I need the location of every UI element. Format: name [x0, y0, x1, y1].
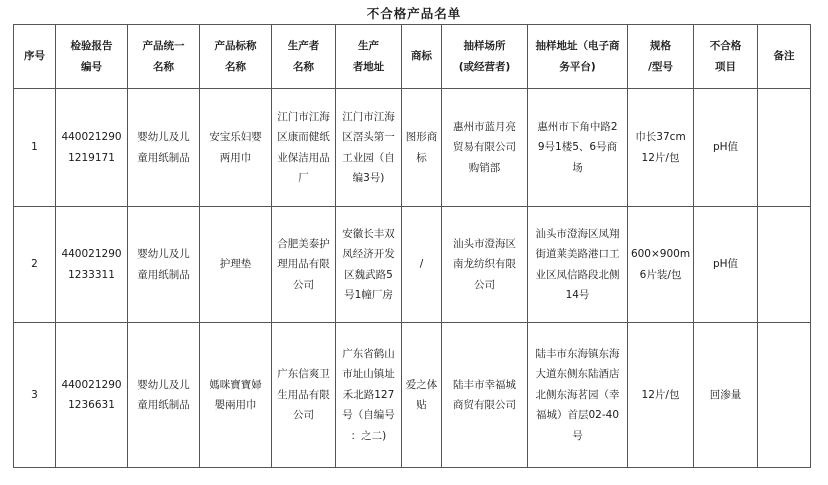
cell-text-line: 不合格	[709, 40, 742, 52]
cell-text-line: 抽样场所	[463, 40, 506, 52]
cell-text-line: 童用纸制品	[137, 268, 190, 281]
table-cell	[128, 89, 200, 207]
cell-text-line: 编号	[81, 60, 102, 73]
cell-text-line: 1233311	[68, 268, 115, 281]
table-cell	[528, 89, 628, 207]
cell-text-line: 场	[572, 161, 583, 174]
cell-text-line: 童用纸制品	[137, 151, 190, 164]
cell-text-line: 规格	[650, 40, 671, 52]
cell-text-line: 号（自编号	[342, 409, 395, 422]
cell-text-line: 3	[31, 388, 38, 401]
column-header	[694, 25, 758, 89]
column-header	[56, 25, 128, 89]
table-cell	[336, 323, 402, 468]
table-cell	[14, 207, 56, 323]
cell-text-line: 陆丰市东海镇东海	[535, 347, 620, 360]
cell-text-line: /	[419, 258, 424, 271]
table-cell	[528, 207, 628, 323]
cell-text-line: 南龙纺织有限	[453, 258, 516, 271]
table-cell	[128, 323, 200, 468]
cell-text-line: 回渗量	[709, 388, 742, 401]
cell-text-line: 区魏武路5	[344, 268, 393, 281]
table-row	[14, 323, 811, 468]
cell-text-line: 巾长37cm	[635, 131, 686, 143]
table-cell	[14, 323, 56, 468]
cell-text-line: 购销部	[468, 161, 501, 174]
column-header	[442, 25, 528, 89]
cell-text-line: 江门市江海	[277, 110, 330, 123]
cell-text-line: pH值	[712, 258, 739, 271]
cell-text-line: 产品统一	[142, 40, 185, 52]
nonconforming-products-table	[13, 24, 811, 468]
cell-text-line: 检验报告	[70, 40, 113, 52]
cell-text-line: 理用品有限	[277, 258, 330, 271]
cell-text-line: 公司	[293, 409, 314, 422]
table-row	[14, 89, 811, 207]
cell-text-line: 贸易有限公司	[453, 141, 516, 154]
cell-text-line: 440021290	[61, 378, 122, 391]
cell-text-line: 区滘头第一	[342, 131, 395, 143]
header-row	[14, 25, 811, 89]
cell-text-line: 440021290	[61, 248, 122, 260]
cell-text-line: 合肥美泰护	[277, 237, 330, 250]
cell-text-line: 爱之体	[405, 378, 438, 391]
cell-text-line: 6片装/包	[639, 268, 682, 281]
column-header	[200, 25, 272, 89]
table-cell	[336, 89, 402, 207]
cell-text-line: 嬰兩用巾	[214, 399, 257, 411]
cell-text-line: 名称	[153, 60, 174, 73]
cell-text-line: 12片/包	[641, 388, 680, 401]
cell-text-line: 者地址	[352, 60, 385, 73]
table-cell	[56, 323, 128, 468]
cell-text-line: 1236631	[68, 399, 115, 411]
table-cell	[336, 207, 402, 323]
cell-text-line: 婴幼儿及儿	[137, 131, 190, 143]
cell-text-line: 禾北路127	[342, 388, 395, 401]
cell-text-line: 贴	[416, 399, 427, 411]
table-cell	[442, 323, 528, 468]
cell-text-line: /型号	[648, 60, 673, 73]
table-cell	[402, 89, 442, 207]
table-cell	[272, 207, 336, 323]
table-cell	[56, 207, 128, 323]
cell-text-line: (或经营者)	[458, 60, 511, 73]
table-cell	[628, 207, 694, 323]
table-cell	[628, 323, 694, 468]
cell-text-line: 福城）首层02-40	[535, 409, 619, 422]
cell-text-line: 汕头市澄海区	[453, 237, 516, 250]
cell-text-line: 公司	[293, 278, 314, 291]
cell-text-line: 陆丰市幸福城	[453, 378, 516, 391]
table-cell	[694, 89, 758, 207]
cell-text-line: 编3号)	[352, 172, 385, 184]
cell-text-line: 产品标称	[214, 40, 257, 52]
cell-text-line: 12片/包	[641, 151, 680, 164]
table-cell	[128, 207, 200, 323]
cell-text-line: 北侧东海茗园（幸	[535, 388, 620, 401]
table-cell	[402, 323, 442, 468]
cell-text-line: 440021290	[61, 131, 122, 143]
table-cell	[200, 323, 272, 468]
cell-text-line: 业保洁用品	[277, 151, 330, 164]
cell-text-line: 号	[572, 429, 583, 442]
cell-text-line: 号1幢厂房	[344, 289, 393, 301]
cell-text-line: 标	[416, 151, 427, 164]
cell-text-line: 2	[31, 258, 38, 271]
table-cell	[628, 89, 694, 207]
table-cell	[758, 207, 811, 323]
cell-text-line: 名称	[293, 60, 314, 73]
cell-text-line: 14号	[565, 289, 590, 301]
column-header	[528, 25, 628, 89]
cell-text-line: 1219171	[68, 151, 115, 164]
table-cell	[272, 89, 336, 207]
cell-text-line: 大道东侧东陆酒店	[535, 368, 620, 381]
cell-text-line: 惠州市蓝月亮	[453, 120, 516, 133]
table-cell	[402, 207, 442, 323]
cell-text-line: 1	[31, 141, 38, 154]
table-row	[14, 207, 811, 323]
cell-text-line: ：之二)	[350, 429, 387, 442]
cell-text-line: 序号	[24, 50, 45, 63]
table-cell	[694, 207, 758, 323]
cell-text-line: 项目	[715, 60, 736, 73]
cell-text-line: 厂	[298, 172, 309, 184]
cell-text-line: 备注	[773, 50, 795, 63]
cell-text-line: pH值	[712, 141, 739, 154]
cell-text-line: 婴幼儿及儿	[137, 378, 190, 391]
column-header	[128, 25, 200, 89]
cell-text-line: 抽样地址（电子商	[535, 40, 620, 52]
table-cell	[442, 89, 528, 207]
table-cell	[14, 89, 56, 207]
cell-text-line: 护理垫	[219, 258, 252, 271]
column-header	[336, 25, 402, 89]
cell-text-line: 广东信爽卫	[277, 368, 330, 381]
cell-text-line: 媽咪寶寶婦	[209, 378, 262, 391]
cell-text-line: 区康而健纸	[277, 131, 330, 143]
column-header	[758, 25, 811, 89]
cell-text-line: 名称	[225, 60, 246, 73]
cell-text-line: 务平台)	[559, 60, 596, 73]
table-cell	[442, 207, 528, 323]
cell-text-line: 两用巾	[219, 151, 252, 164]
column-header	[402, 25, 442, 89]
table-cell	[694, 323, 758, 468]
cell-text-line: 商贸有限公司	[453, 399, 516, 411]
cell-text-line: 业区凤信路段北侧	[535, 268, 620, 281]
cell-text-line: 生产	[358, 40, 379, 52]
cell-text-line: 安宝乐妇婴	[209, 131, 262, 143]
table-cell	[200, 207, 272, 323]
cell-text-line: 工业园（自	[342, 151, 395, 164]
cell-text-line: 街道莱美路港口工	[535, 248, 620, 260]
column-header	[272, 25, 336, 89]
table-cell	[56, 89, 128, 207]
table-cell	[758, 323, 811, 468]
cell-text-line: 生用品有限	[277, 388, 330, 401]
column-header	[14, 25, 56, 89]
table-cell	[758, 89, 811, 207]
cell-text-line: 图形商	[405, 131, 438, 143]
cell-text-line: 600×900m	[630, 248, 691, 260]
cell-text-line: 凤经济开发	[342, 248, 395, 260]
cell-text-line: 广东省鹤山	[342, 347, 395, 360]
cell-text-line: 汕头市澄海区凤翔	[535, 227, 620, 240]
page-title: 不合格产品名单	[366, 6, 462, 21]
cell-text-line: 生产者	[287, 40, 320, 52]
cell-text-line: 安徽长丰双	[342, 227, 395, 240]
table-cell	[272, 323, 336, 468]
cell-text-line: 商标	[411, 50, 432, 63]
cell-text-line: 婴幼儿及儿	[137, 248, 190, 260]
cell-text-line: 江门市江海	[342, 110, 395, 123]
cell-text-line: 公司	[474, 278, 495, 291]
column-header	[628, 25, 694, 89]
cell-text-line: 9号1楼5、6号商	[537, 141, 618, 154]
table-cell	[200, 89, 272, 207]
table-cell	[528, 323, 628, 468]
cell-text-line: 童用纸制品	[137, 399, 190, 411]
cell-text-line: 市址山镇址	[342, 368, 395, 381]
cell-text-line: 惠州市下角中路2	[537, 120, 618, 133]
